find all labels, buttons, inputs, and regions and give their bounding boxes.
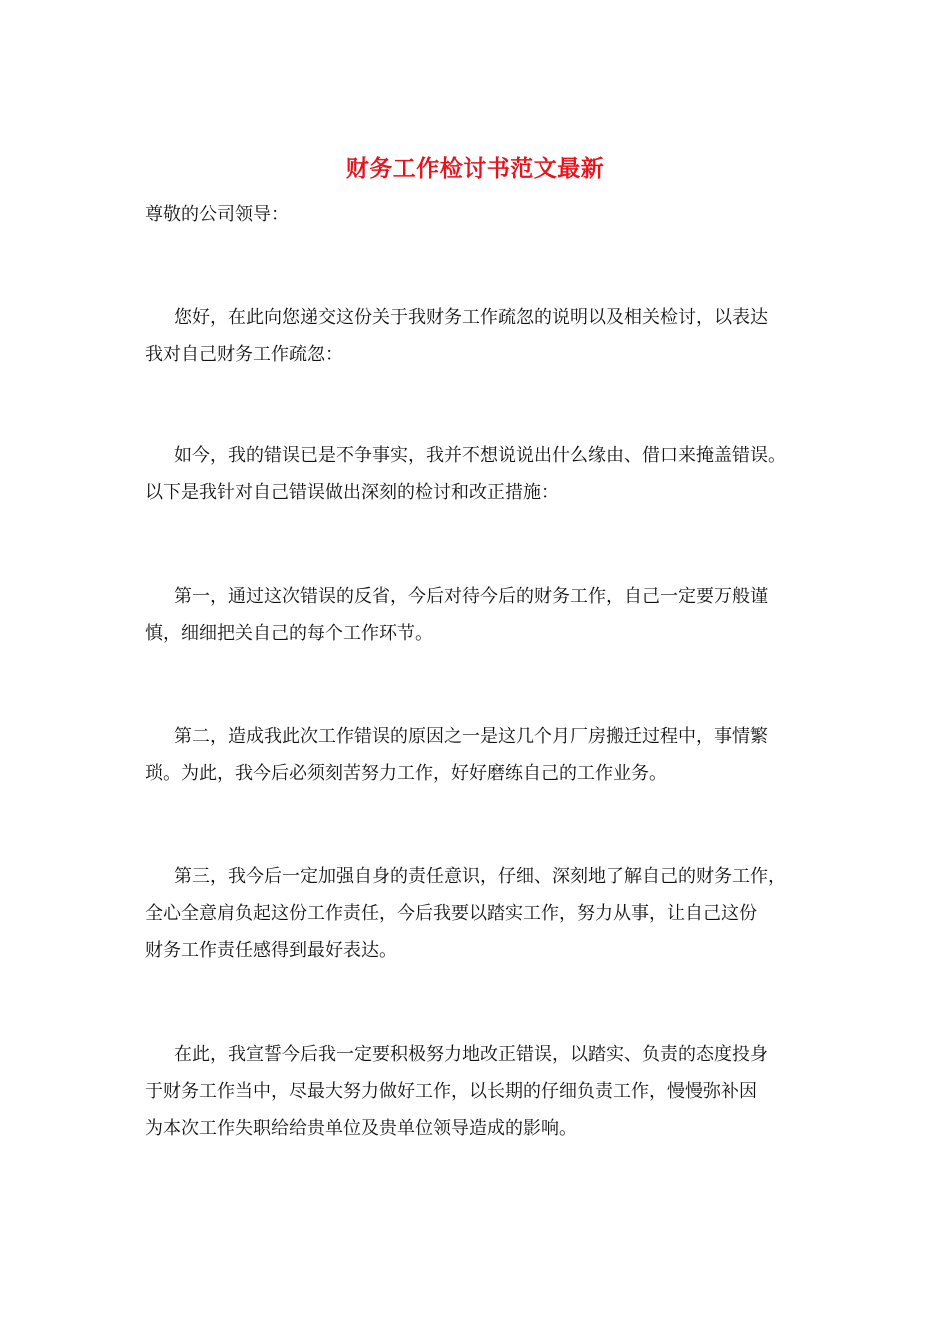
paragraph-line: 在此，我宣誓今后我一定要积极努力地改正错误，以踏实、负责的态度投身 [174, 1044, 768, 1065]
paragraph-line: 琐。为此，我今后必须刻苦努力工作，好好磨练自己的工作业务。 [145, 763, 667, 784]
paragraph-line: 全心全意肩负起这份工作责任，今后我要以踏实工作，努力从事，让自己这份 [145, 903, 757, 924]
paragraph-second-measure [145, 718, 815, 792]
paragraph-third-measure [145, 858, 815, 969]
paragraph-line: 财务工作责任感得到最好表达。 [145, 940, 397, 961]
paragraph-line: 我对自己财务工作疏忽： [145, 344, 343, 365]
salutation: 尊敬的公司领导： [145, 204, 289, 225]
paragraph-pledge [145, 1036, 815, 1147]
paragraph-line: 您好，在此向您递交这份关于我财务工作疏忽的说明以及相关检讨，以表达 [174, 307, 768, 328]
paragraph-line: 慎，细细把关自己的每个工作环节。 [145, 623, 433, 644]
paragraph-line: 第二，造成我此次工作错误的原因之一是这几个月厂房搬迁过程中，事情繁 [174, 726, 768, 747]
paragraph-line: 如今，我的错误已是不争事实，我并不想说说出什么缘由、借口来掩盖错误。 [174, 445, 786, 466]
paragraph-first-measure [145, 578, 815, 652]
paragraph-line: 第三，我今后一定加强自身的责任意识，仔细、深刻地了解自己的财务工作， [174, 866, 786, 887]
paragraph-greeting [145, 299, 815, 373]
paragraph-line: 以下是我针对自己错误做出深刻的检讨和改正措施： [145, 482, 559, 503]
paragraph-line: 为本次工作失职给给贵单位及贵单位领导造成的影响。 [145, 1118, 577, 1139]
paragraph-admission [145, 437, 815, 511]
paragraph-line: 第一，通过这次错误的反省，今后对待今后的财务工作，自己一定要万般谨 [174, 586, 768, 607]
document-title: 财务工作检讨书范文最新 [345, 155, 605, 182]
paragraph-line: 于财务工作当中，尽最大努力做好工作，以长期的仔细负责工作，慢慢弥补因 [145, 1081, 757, 1102]
